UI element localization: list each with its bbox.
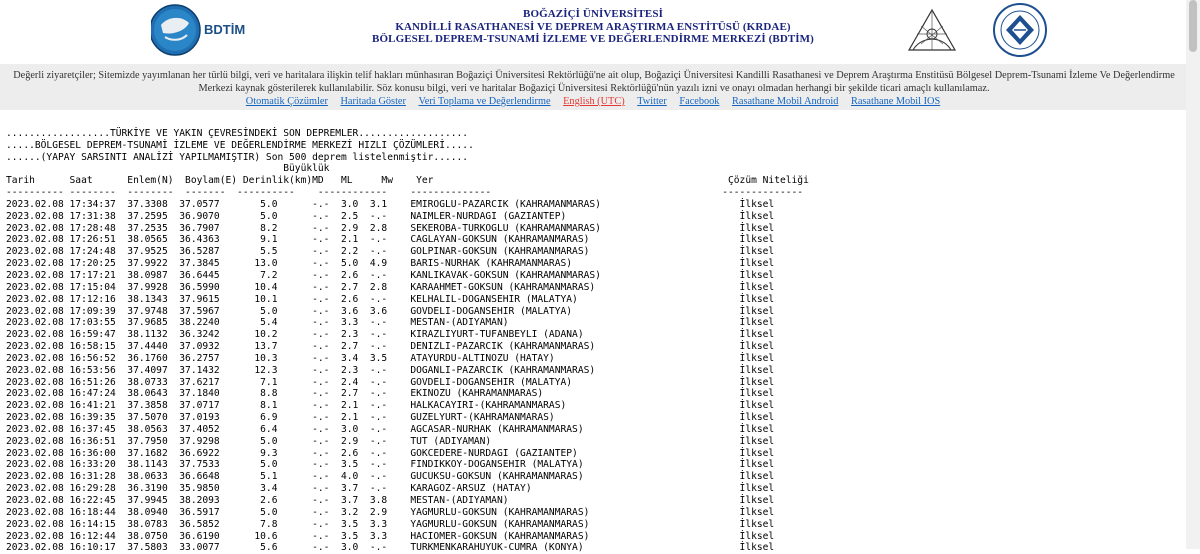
scrollbar-track[interactable] bbox=[1186, 0, 1200, 549]
listing-intro-line: .....BÖLGESEL DEPREM-TSUNAMİ İZLEME VE DEĞERLENDİRME MERKEZİ HIZLI ÇÖZÜMLERİ..... bbox=[6, 139, 474, 151]
table-row: 2023.02.08 16:22:45 37.9945 38.2093 2.6 -.- 3.7 3.8 MESTAN-(ADIYAMAN) İlksel bbox=[6, 495, 775, 506]
copyright-notice: Değerli ziyaretçiler; Sitemizde yayımlanan her türlü bilgi, veri ve haritalara ilişkin telif hakları münhasıran Boğaziçi Üniversitesi Rektörlüğü'ne ait olup, Boğaziçi Üniversitesi Kandilli Rasathanesi ve Deprem Araştırma Enstitüsü Bölgesel Deprem-Tsunami İzleme Ve Değerlendirme Merkezi kaynak gösterilerek kullanılabilir. Söz konusu bilgi, veri ve haritalar Boğaziçi Üniversitesi Rektörlüğü'nün yazılı izni ve onayı olmadan herhangi bir şekilde ticari amaçlı kullanılamaz. bbox=[13, 70, 1175, 94]
table-row: 2023.02.08 16:37:45 38.0563 37.4052 6.4 -.- 3.0 -.- AGCASAR-NURHAK (KAHRAMANMARAS) İlksel bbox=[6, 423, 775, 435]
table-row: 2023.02.08 17:09:39 37.9748 37.5967 5.0 -.- 3.6 3.6 GOVDELI-DOGANSEHIR (MALATYA) İlksel bbox=[6, 305, 775, 317]
link-data-collection[interactable]: Veri Toplama ve Değerlendirme bbox=[418, 96, 551, 107]
table-row: 2023.02.08 16:59:47 38.1132 36.3242 10.2 -.- 2.3 -.- KIRAZLIYURT-TUFANBEYLI (ADANA) İlksel bbox=[6, 329, 775, 341]
nav-links bbox=[0, 96, 1186, 107]
listing-intro-line: ..................TÜRKİYE VE YAKIN ÇEVRESİNDEKİ SON DEPREMLER................... bbox=[6, 127, 469, 139]
table-row: 2023.02.08 17:31:38 37.2595 36.9070 5.0 -.- 2.5 -.- NAIMLER-NURDAGI (GAZIANTEP) İlksel bbox=[6, 210, 775, 222]
table-row: 2023.02.08 17:15:04 37.9928 36.5990 10.4 -.- 2.7 2.8 KARAAHMET-GOKSUN (KAHRAMANMARAS) İlksel bbox=[6, 281, 775, 293]
table-row: 2023.02.08 17:34:37 37.3308 37.0577 5.0 -.- 3.0 3.1 EMIROGLU-PAZARCIK (KAHRAMANMARAS) İlksel bbox=[6, 198, 775, 210]
link-mobile-ios[interactable]: Rasathane Mobil IOS bbox=[850, 96, 941, 107]
observatory-emblem-icon bbox=[903, 4, 961, 56]
scrollbar-thumb[interactable] bbox=[1189, 0, 1197, 52]
table-row: 2023.02.08 16:14:15 38.0783 36.5852 7.8 -.- 3.5 3.3 YAGMURLU-GOKSUN (KAHRAMANMARAS) İlksel bbox=[6, 518, 775, 530]
table-row: 2023.02.08 16:12:44 38.0750 36.6190 10.6 -.- 3.5 3.3 HACIOMER-GOKSUN (KAHRAMANMARAS) İlksel bbox=[6, 530, 775, 542]
table-row: 2023.02.08 17:20:25 37.9922 37.3845 13.0 -.- 5.0 4.9 BARIS-NURHAK (KAHRAMANMARAS) İlksel bbox=[6, 258, 775, 270]
table-row: 2023.02.08 17:26:51 38.0565 36.4363 9.1 -.- 2.1 -.- CAGLAYAN-GOKSUN (KAHRAMANMARAS) İlksel bbox=[6, 234, 775, 246]
table-row: 2023.02.08 16:18:44 38.0940 36.5917 5.0 -.- 3.2 2.9 YAGMURLU-GOKSUN (KAHRAMANMARAS) İlksel bbox=[6, 506, 775, 518]
table-row: 2023.02.08 17:17:21 38.0987 36.6445 7.2 -.- 2.6 -.- KANLIKAVAK-GOKSUN (KAHRAMANMARAS) İlksel bbox=[6, 269, 775, 281]
table-row: 2023.02.08 16:39:35 37.5070 37.0193 6.9 -.- 2.1 -.- GUZELYURT-(KAHRAMANMARAS) İlksel bbox=[6, 412, 775, 424]
link-facebook[interactable]: Facebook bbox=[679, 96, 720, 107]
bdtim-logo-text: BDTİM bbox=[204, 22, 246, 37]
column-separator: ---------- -------- -------- ------- ---------- ------------ -------------- -------------- bbox=[6, 187, 804, 199]
table-row: 2023.02.08 16:29:28 36.3190 35.9850 3.4 -.- 3.7 -.- KARAGOZ-ARSUZ (HATAY) İlksel bbox=[6, 483, 775, 495]
link-english[interactable]: English (UTC) bbox=[563, 96, 625, 107]
site-header bbox=[0, 0, 1186, 62]
table-row: 2023.02.08 17:24:48 37.9525 36.5287 5.5 -.- 2.2 -.- GOLPINAR-GOKSUN (KAHRAMANMARAS) İlksel bbox=[6, 246, 775, 258]
university-title: BOĞAZİÇİ ÜNİVERSİTESİ bbox=[523, 8, 663, 20]
university-seal-icon bbox=[990, 2, 1050, 58]
table-row: 2023.02.08 16:53:56 37.4097 37.1432 12.3 -.- 2.3 -.- DOGANLI-PAZARCIK (KAHRAMANMARAS) İlksel bbox=[6, 364, 775, 376]
table-row: 2023.02.08 16:33:20 38.1143 37.7533 5.0 -.- 3.5 -.- FINDIKKOY-DOGANSEHIR (MALATYA) İlksel bbox=[6, 459, 775, 471]
listing-intro-line: ......(YAPAY SARSINTI ANALİZİ YAPILMAMIŞTIR) Son 500 deprem listelenmiştir...... bbox=[6, 151, 469, 163]
magnitude-header: Büyüklük bbox=[283, 163, 330, 175]
link-show-on-map[interactable]: Haritada Göster bbox=[340, 96, 406, 107]
table-row: 2023.02.08 16:51:26 38.0733 37.6217 7.1 -.- 2.4 -.- GOVDELI-DOGANSEHIR (MALATYA) İlksel bbox=[6, 376, 775, 388]
table-row: 2023.02.08 16:41:21 37.3858 37.0717 8.1 -.- 2.1 -.- HALKACAYIRI-(KAHRAMANMARAS) İlksel bbox=[6, 400, 775, 412]
table-row: 2023.02.08 16:47:24 38.0643 37.1840 8.8 -.- 2.7 -.- EKINOZU (KAHRAMANMARAS) İlksel bbox=[6, 388, 775, 400]
table-row: 2023.02.08 16:56:52 36.1760 36.2757 10.3 -.- 3.4 3.5 ATAYURDU-ALTINOZU (HATAY) İlksel bbox=[6, 352, 775, 364]
column-headers: Tarih Saat Enlem(N) Boylam(E) Derinlik(km)MD ML Mw Yer Çözüm Niteliği bbox=[6, 175, 809, 187]
link-automatic-solutions[interactable]: Otomatik Çözümler bbox=[245, 96, 328, 107]
link-mobile-android[interactable]: Rasathane Mobil Android bbox=[732, 96, 839, 107]
table-row: 2023.02.08 17:03:55 37.9685 38.2240 5.4 -.- 3.3 -.- MESTAN-(ADIYAMAN) İlksel bbox=[6, 317, 775, 329]
link-twitter[interactable]: Twitter bbox=[637, 96, 667, 107]
table-row: 2023.02.08 17:28:48 37.2535 36.7907 8.2 -.- 2.9 2.8 SEKEROBA-TURKOGLU (KAHRAMANMARAS) İlksel bbox=[6, 222, 775, 234]
table-row: 2023.02.08 16:36:00 37.1682 36.6922 9.3 -.- 2.6 -.- GOKCEDERE-NURDAGI (GAZIANTEP) İlksel bbox=[6, 447, 775, 459]
table-row: 2023.02.08 16:31:28 38.0633 36.6648 5.1 -.- 4.0 -.- GUCUKSU-GOKSUN (KAHRAMANMARAS) İlksel bbox=[6, 471, 775, 483]
table-row: 2023.02.08 16:58:15 37.4440 37.0932 13.7 -.- 2.7 -.- DENIZLI-PAZARCIK (KAHRAMANMARAS) İlksel bbox=[6, 341, 775, 353]
table-row: 2023.02.08 16:36:51 37.7950 37.9298 5.0 -.- 2.9 -.- TUT (ADIYAMAN) İlksel bbox=[6, 435, 775, 447]
center-title: BÖLGESEL DEPREM-TSUNAMİ İZLEME VE DEĞERLENDİRME MERKEZİ (BDTİM) bbox=[372, 33, 814, 45]
institute-title: KANDİLLİ RASATHANESİ VE DEPREM ARAŞTIRMA ENSTİTÜSÜ (KRDAE) bbox=[395, 21, 791, 33]
table-row: 2023.02.08 16:10:17 37.5803 33.0077 5.6 -.- 3.0 -.- TURKMENKARAHUYUK-CUMRA (KONYA) İlksel bbox=[6, 542, 775, 554]
earthquake-listing bbox=[6, 116, 809, 554]
table-row: 2023.02.08 17:12:16 38.1343 37.9615 10.1 -.- 2.6 -.- KELHALIL-DOGANSEHIR (MALATYA) İlksel bbox=[6, 293, 775, 305]
